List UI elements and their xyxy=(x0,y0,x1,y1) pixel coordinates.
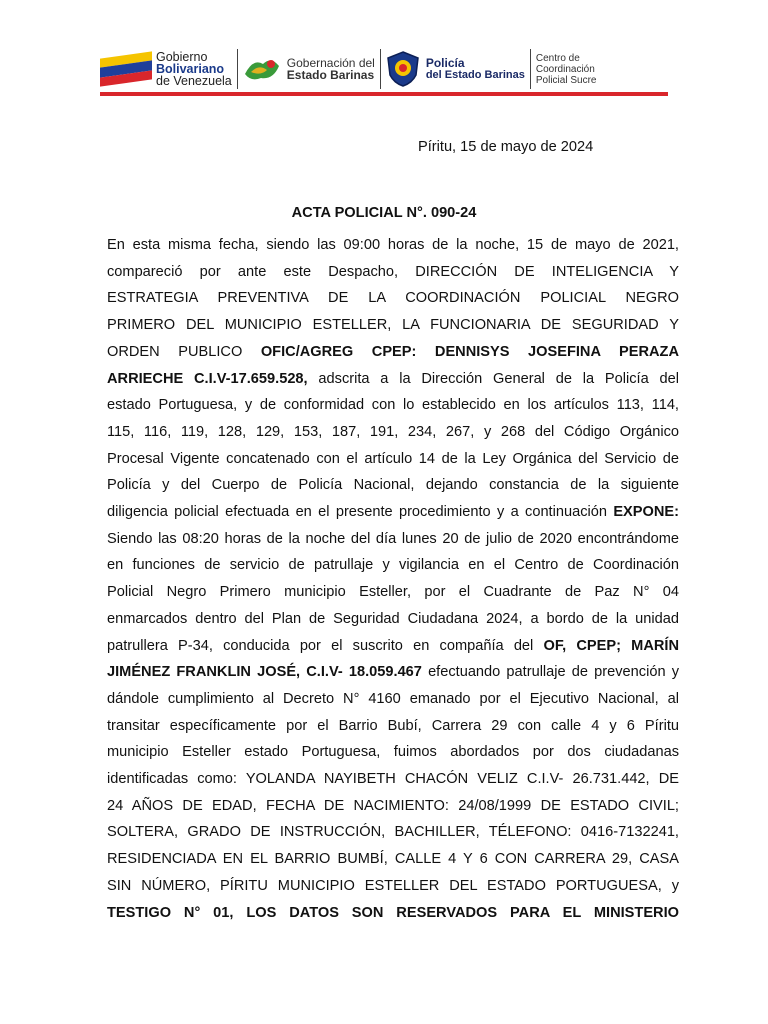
ccp-logo xyxy=(536,46,597,92)
police-badge-icon xyxy=(386,51,420,87)
body-line xyxy=(107,846,679,873)
ccp-line3: Policial Sucre xyxy=(535,74,597,86)
text-run: 24 AÑOS DE EDAD, FECHA DE NACIMIENTO: 24/08/1999 DE ESTADO CIVIL; xyxy=(107,797,679,814)
divider xyxy=(380,49,381,89)
body-line xyxy=(107,285,679,312)
body-line xyxy=(107,312,679,339)
document-title: ACTA POLICIAL N°. 090-24 xyxy=(291,205,477,221)
text-run: Siendo las 08:20 horas de la noche del día lunes 20 de julio de 2020 encontrándome xyxy=(107,530,679,547)
bold-text: EXPONE: xyxy=(613,504,679,521)
bold-text: OFIC/AGREG CPEP: DENNISYS JOSEFINA PERAZA xyxy=(260,343,679,360)
gov-line1: Gobierno xyxy=(156,50,208,64)
bold-text: ARRIECHE C.I.V-17.659.528, xyxy=(107,370,308,387)
header-rule xyxy=(100,92,668,96)
body-line xyxy=(107,659,679,686)
text-run: identificadas como: YOLANDA NAYIBETH CHACÓN VELIZ C.I.V- 26.731.442, DE xyxy=(107,771,679,788)
text-run: adscrita a la Dirección General de la Policía del xyxy=(307,370,679,387)
gob-line2: Estado Barinas xyxy=(286,68,375,82)
text-run: diligencia policial efectuada en el presente procedimiento y a continuación xyxy=(107,504,614,521)
body-line xyxy=(107,739,679,766)
text-run: En esta misma fecha, siendo las 09:00 horas de la noche, 15 de mayo de 2021, xyxy=(107,237,679,253)
text-run: Procesal Vigente concatenado con el artículo 14 de la Ley Orgánica del Servicio de xyxy=(107,450,679,467)
text-run: ORDEN PUBLICO xyxy=(107,343,261,360)
body-line xyxy=(107,339,679,366)
bold-text: JIMÉNEZ FRANKLIN JOSÉ, C.I.V- 18.059.467 xyxy=(107,664,422,681)
text-run: Policial Negro Primero municipio Esteller, por el Cuadrante de Paz N° 04 xyxy=(107,584,679,601)
gobernacion-logo xyxy=(243,46,375,92)
bold-text: OF, CPEP; MARÍN xyxy=(543,637,679,654)
divider xyxy=(530,49,531,89)
body-line xyxy=(107,579,679,606)
text-run: enmarcados dentro del Plan de Seguridad Ciudadana 2024, a bordo de la unidad xyxy=(107,610,679,627)
text-run: Policía y del Cuerpo de Policía Nacional, dejando constancia de la siguiente xyxy=(107,477,679,494)
gob-line1: Gobernación del xyxy=(286,56,375,70)
body-line xyxy=(107,900,679,927)
body-line xyxy=(107,419,679,446)
document-body xyxy=(107,232,679,926)
text-run: en funciones de servicio de patrullaje y vigilancia en el Centro de Coordinación xyxy=(107,557,679,574)
estado-emblem-icon xyxy=(243,54,281,84)
text-run: PRIMERO DEL MUNICIPIO ESTELLER, LA FUNCIONARIA DE SEGURIDAD Y xyxy=(107,317,679,334)
body-line xyxy=(107,446,679,473)
divider xyxy=(237,49,238,89)
body-line xyxy=(107,526,679,553)
ccp-line1: Centro de xyxy=(535,52,580,64)
text-run: RESIDENCIADA EN EL BARRIO BUMBÍ, CALLE 4 Y 6 CON CARRERA 29, CASA xyxy=(107,851,679,868)
body-line xyxy=(107,499,679,526)
pol-line2: del Estado Barinas xyxy=(425,69,525,81)
text-run: 115, 116, 119, 128, 129, 153, 187, 191, 234, 267, y 268 del Código Orgánico xyxy=(107,423,679,440)
gov-line3: de Venezuela xyxy=(156,74,232,88)
body-line xyxy=(107,232,679,259)
body-line xyxy=(107,873,679,900)
body-line xyxy=(107,366,679,393)
body-line xyxy=(107,713,679,740)
body-line xyxy=(107,472,679,499)
text-run: efectuando patrullaje de prevención y xyxy=(421,664,679,681)
text-run: SOLTERA, GRADO DE INSTRUCCIÓN, BACHILLER, TÉLEFONO: 0416-7132241, xyxy=(107,824,679,841)
body-line xyxy=(107,259,679,286)
gov-line2: Bolivariano xyxy=(156,62,225,76)
body-line xyxy=(107,633,679,660)
body-line xyxy=(107,819,679,846)
body-line xyxy=(107,552,679,579)
letterhead xyxy=(100,44,668,94)
policia-logo xyxy=(386,46,525,92)
text-run: SIN NÚMERO, PÍRITU MUNICIPIO ESTELLER DEL ESTADO PORTUGUESA, y xyxy=(107,877,679,894)
body-line xyxy=(107,606,679,633)
pol-line1: Policía xyxy=(425,56,465,70)
text-run: transitar específicamente por el Barrio Bubí, Carrera 29 con calle 4 y 6 Píritu xyxy=(107,717,679,734)
text-run: dándole cumplimiento al Decreto N° 4160 emanado por el Ejecutivo Nacional, al xyxy=(107,690,679,707)
body-line xyxy=(107,686,679,713)
body-line xyxy=(107,766,679,793)
gobierno-bolivariano-logo xyxy=(100,46,232,92)
text-run: estado Portuguesa, y de conformidad con lo establecido en los artículos 113, 114, xyxy=(107,397,679,414)
text-run: compareció por ante este Despacho, DIRECCIÓN DE INTELIGENCIA Y xyxy=(107,263,679,280)
body-line xyxy=(107,392,679,419)
document-date: Píritu, 15 de mayo de 2024 xyxy=(418,139,594,155)
text-run: patrullera P-34, conducida por el suscrito en compañía del xyxy=(107,637,544,654)
ccp-line2: Coordinación xyxy=(535,63,595,75)
text-run: municipio Esteller estado Portuguesa, fuimos abordados por dos ciudadanas xyxy=(107,744,679,761)
text-run: ESTRATEGIA PREVENTIVA DE LA COORDINACIÓN POLICIAL NEGRO xyxy=(107,290,679,307)
body-line xyxy=(107,793,679,820)
bold-text: TESTIGO N° 01, LOS DATOS SON RESERVADOS PARA EL MINISTERIO xyxy=(107,904,679,921)
venezuela-flag-icon xyxy=(100,51,152,86)
